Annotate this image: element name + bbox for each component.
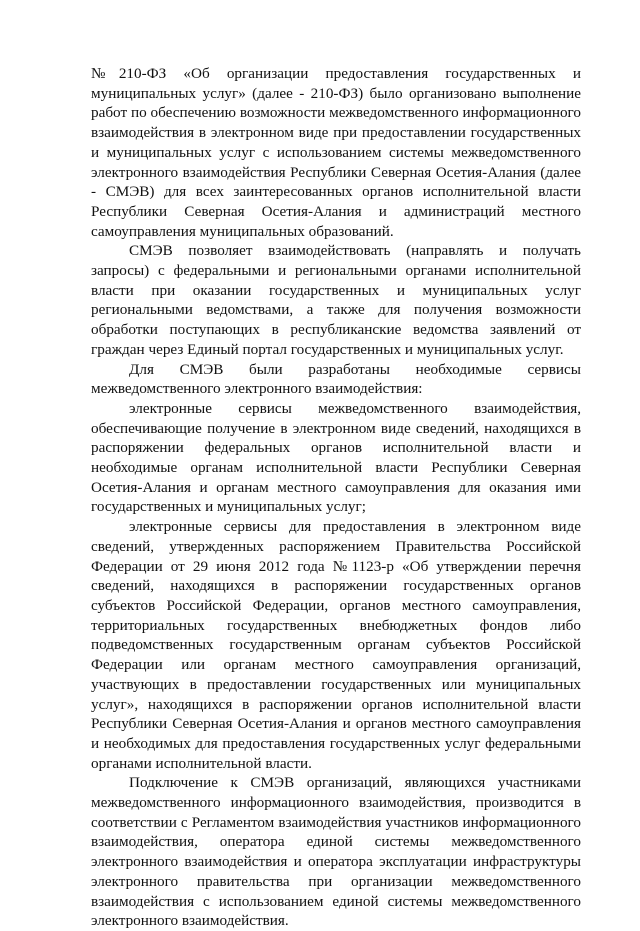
- paragraph-regional-services: электронные сервисы для предоставления в электронном виде сведений, утвержденных распоряжением Правительства Российской Федерации от 29 июня 2012 года №1123-р «Об утверждении перечня сведений, находящихся в распоряжении государственных органов субъектов Российской Федерации, органов местного самоуправления, территориальных государственных внебюджетных фондов либо подведомственных государственным органам субъектов Российской Федерации или органам местного самоуправления организаций, участвующих в предоставлении государственных или муниципальных услуг», находящихся в распоряжении органов исполнительной власти Республики Северная Осетия-Алания и органов местного самоуправления и необходимых для предоставления государственных услуг федеральными органами исполнительной власти.: [91, 518, 581, 772]
- paragraph-connection-procedure: Подключение к СМЭВ организаций, являющихся участниками межведомственного информационного взаимодействия, производится в соответствии с Регламентом взаимодействия участников информационного взаимодействия, оператора единой системы межведомственного электронного взаимодействия и оператора эксплуатации инфраструктуры электронного правительства при организации межведомственного взаимодействия с использованием единой системы межведомственного электронного взаимодействия.: [91, 774, 581, 930]
- paragraph-smev-capabilities: СМЭВ позволяет взаимодействовать (направлять и получать запросы) с федеральными и региональными органами исполнительной власти при оказании государственных и муниципальных услуг региональными ведомствами, а также для получения возможности обработки поступающих в республиканские ведомства заявлений от граждан через Единый портал государственных и муниципальных услуг.: [91, 242, 581, 358]
- paragraph-federal-services: электронные сервисы межведомственного взаимодействия, обеспечивающие получение в электронном виде сведений, находящихся в распоряжении федеральных органов исполнительной власти и необходимые органам исполнительной власти Республики Северная Осетия-Алания и органам местного самоуправления для оказания ими государственных и муниципальных услуг;: [91, 399, 581, 516]
- paragraph-law-reference: №210-ФЗ «Об организации предоставления государственных и муниципальных услуг» (далее - 210-ФЗ) было организовано выполнение работ по обеспечению возможности межведомственного информационного взаимодействия в электронном виде при предоставлении государственных и муниципальных услуг с использованием системы межведомственного электронного взаимодействия Республики Северная Осетия-Алания (далее - СМЭВ) для всех заинтересованных органов исполнительной власти Республики Северная Осетия-Алания и администраций местного самоуправления муниципальных образований.: [91, 65, 581, 240]
- document-page: [91, 64, 581, 931]
- paragraph-services-intro: Для СМЭВ были разработаны необходимые сервисы межведомственного электронного взаимодействия:: [91, 360, 581, 398]
